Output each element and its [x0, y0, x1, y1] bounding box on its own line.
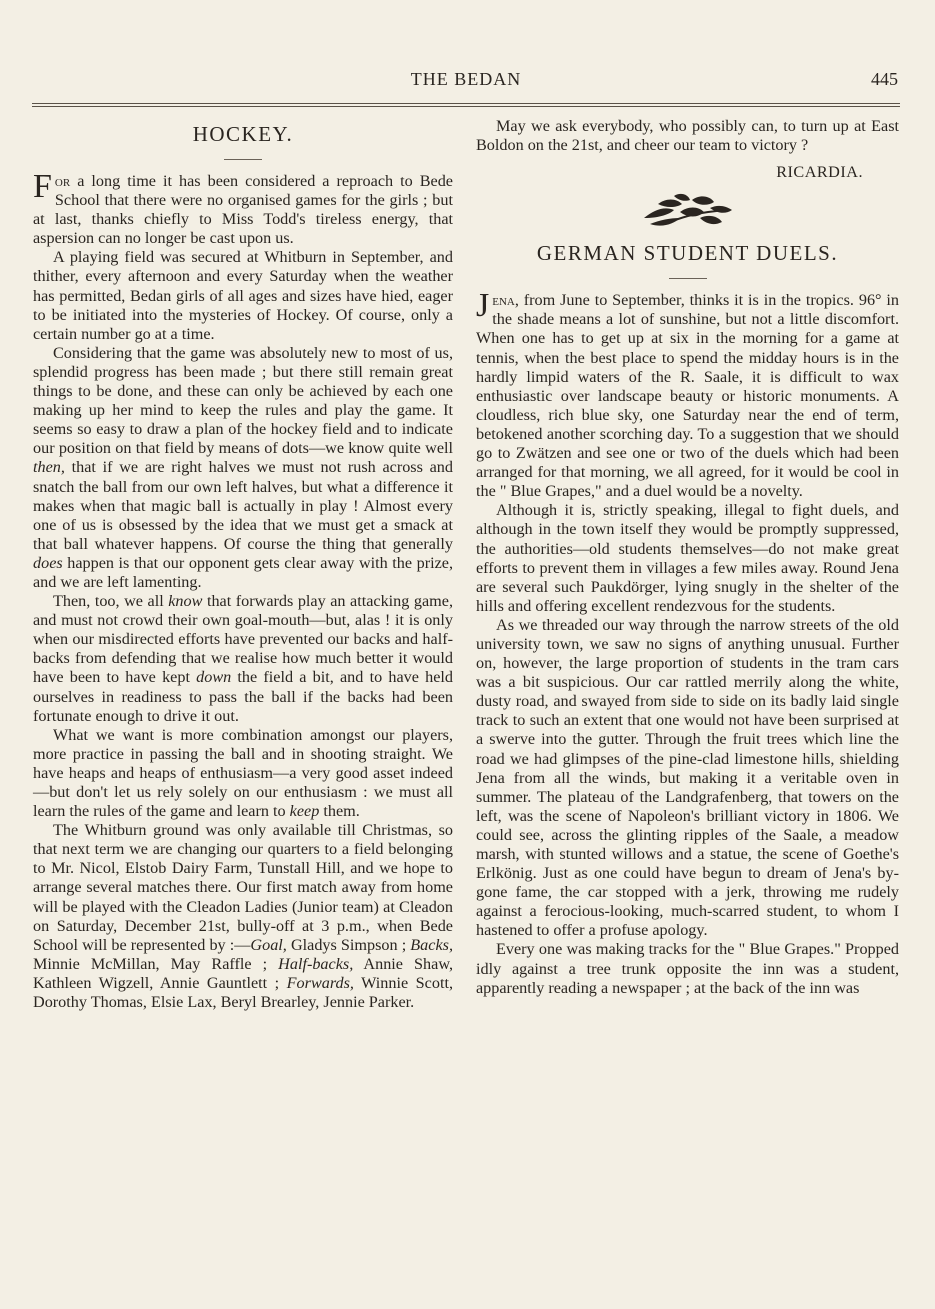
small-caps-word: or [54, 172, 71, 190]
running-header [32, 66, 900, 94]
duels-paragraph [476, 287, 899, 501]
italic-text: Backs, [410, 935, 453, 954]
hockey-paragraph: May we ask everybody, who possibly can, to turn up at East Boldon on the 21st, and cheer our team to victory ? [476, 117, 899, 155]
paragraph-text: The Whitburn ground was only available till Christmas, so that next term we are changing our quarters to a field belonging to Mr. Nicol, Elstob Dairy Farm, Tunstall Hill, and we hope to arrange several matches there. Our first match away from home will be played with the Cleadon Ladies (Junior team) at Cleadon on Saturday, December 21st, bully-off at 3 p.m., when Bede School will be represented by :— [33, 821, 453, 954]
paragraph-text: Annie Shaw, Kathleen Wigzell, Annie Gauntlett ; [33, 954, 453, 992]
italic-text: Forwards, [286, 973, 354, 992]
paragraph-text: Then, too, we all [53, 592, 169, 611]
paragraph-text: that forwards play an attacking game, and must not crowd their own goal-mouth—but, alas ! it is only when our misdirected efforts have prevented our backs and half-backs from defending that we realise how much better it would have been to have kept [33, 592, 453, 687]
paragraph-text: happen is that our opponent gets clear away with the prize, and we are left lamenting. [33, 553, 453, 591]
paragraph-text: Considering that the game was absolutely new to most of us, splendid progress has been made ; but there still remain great things to be done, and these can only be achieved by each one making up her mind to keep the rules and play the game. It seems so easy to draw a plan of the hockey field and to indicate our position on that field by means of dots—we know quite well [33, 343, 453, 458]
duels-paragraph: Every one was making tracks for the " Blue Grapes." Propped idly against a tree trunk opposite the inn was a student, apparently reading a newspaper ; at the back of the inn was [476, 940, 899, 997]
hockey-paragraph [33, 726, 453, 821]
hockey-paragraph [33, 821, 453, 1012]
italic-text: does [33, 553, 63, 572]
italic-text: know [168, 592, 203, 611]
small-caps-word: ena [492, 291, 515, 310]
paragraph-text: them. [319, 802, 360, 821]
hockey-paragraph [33, 592, 453, 726]
title-rule [669, 278, 707, 279]
header-rule [32, 103, 900, 107]
paragraph-text: Gladys Simpson ; [286, 935, 411, 954]
italic-text: Goal, [250, 935, 287, 954]
page-number: 445 [871, 69, 898, 89]
paragraph-text: Minnie McMillan, May Raffle ; [33, 954, 279, 973]
hockey-paragraph [33, 168, 453, 248]
italic-text: then, [33, 458, 65, 477]
paragraph-text: a long time it has been considered a reproach to Bede School that there were no organised games for the girls ; but at last, thanks chiefly to Miss Todd's tireless energy, that aspersion can no longer be cast upon us. [33, 172, 453, 248]
hockey-title: HOCKEY. [192, 122, 294, 146]
duels-title: GERMAN STUDENT DUELS. [536, 241, 839, 266]
paragraph-text: Winnie Scott, Dorothy Thomas, Elsie Lax, Beryl Brearley, Jennie Parker. [33, 973, 453, 1012]
left-column [33, 117, 453, 1012]
title-rule [224, 159, 262, 160]
right-column [476, 117, 899, 998]
hockey-paragraph: A playing field was secured at Whitburn in September, and thither, every afternoon and every Saturday when the weather has permitted, Bedan girls of all ages and sizes have hied, eager to be initiated into the mysteries of Hockey. Of course, only a certain number go at a time. [33, 248, 453, 343]
drop-cap: F [33, 168, 52, 205]
duels-paragraph: As we threaded our way through the narrow streets of the old university town, we saw no signs of anything unusual. Further on, however, the large proportion of students in the tram cars was a bit suspicious. Our car rattled merrily along the white, dusty road, and swayed from side to side on its badly laid single track to such an extent that one would not have been surprised at a swerve into the gutter. Through the fruit trees which line the road we had glimpses of the pine-clad limestone hills, shielding Jena from all the winds, but making it a veritable oven in summer. The plateau of the Landgrafenberg, that towers on the left, was the scene of Napoleon's brilliant victory in 1806. We could see, across the glinting ripples of the Saale, a meadow marsh, with stunted willows and a statue, the scene of Goethe's Erlkönig. Just as one could have begun to dream of Jena's by-gone fame, the car stopped with a jerk, throwing me rudely against a ferocious-looking, much-scarred student, to whom I hastened to offer a profuse apology. [476, 615, 899, 940]
hockey-paragraph [33, 344, 453, 592]
paragraph-text: the field a bit, and to have held ourselves in readiness to pass the ball if the backs had been fortunate enough to drive it out. [33, 668, 453, 725]
paragraph-text: that if we are right halves we must not rush across and snatch the ball from our own left halves, but what a difference it makes when that magic ball is actually in play ! Almost every one of us is obsessed by the idea that we must get a smack at that ball whatever happens. Of course the thing that generally [33, 458, 453, 553]
running-title: THE BEDAN [410, 69, 522, 89]
drop-cap: J [476, 287, 490, 325]
paragraph-text: , from June to September, thinks it is in the tropics. 96° in the shade means a lot of sunshine, but not a little discomfort. When one has to get up at six in the morning for a game at tennis, when the best place to spend the midday hours is in the hardly limpid waters of the R. Saale, it is difficult to wax enthusiastic over landscape beauty or historic monuments. A cloudless, rich blue sky, one Saturday near the end of term, betokened another scorching day. To a suggestion that we should go to Zwätzen and see one or two of the duels which had been arranged for that morning, we all agreed, for it would be cool in the " Blue Grapes," and a duel would be a novelty. [476, 291, 899, 501]
author-signature: RICARDIA. [776, 163, 863, 182]
italic-text: down [196, 668, 232, 687]
leaf-ornament-icon [640, 188, 736, 232]
duels-paragraph: Although it is, strictly speaking, illegal to fight duels, and although in the town itself they would be promptly suppressed, the authorities—old students themselves—do not make great efforts to prevent them in villages a few miles away. Round Jena are several such Paukdörger, lying snugly in the shelter of the hills and offering excellent rendezvous for the students. [476, 501, 899, 615]
italic-text: Half-backs, [278, 954, 354, 973]
italic-text: keep [289, 802, 320, 821]
paragraph-text: What we want is more combination amongst our players, more practice in passing the ball and in shooting straight. We have heaps and heaps of enthusiasm—a very good asset indeed—but don't let us rely solely on our enthusiasm : we must all learn the rules of the game and learn to [33, 725, 453, 821]
